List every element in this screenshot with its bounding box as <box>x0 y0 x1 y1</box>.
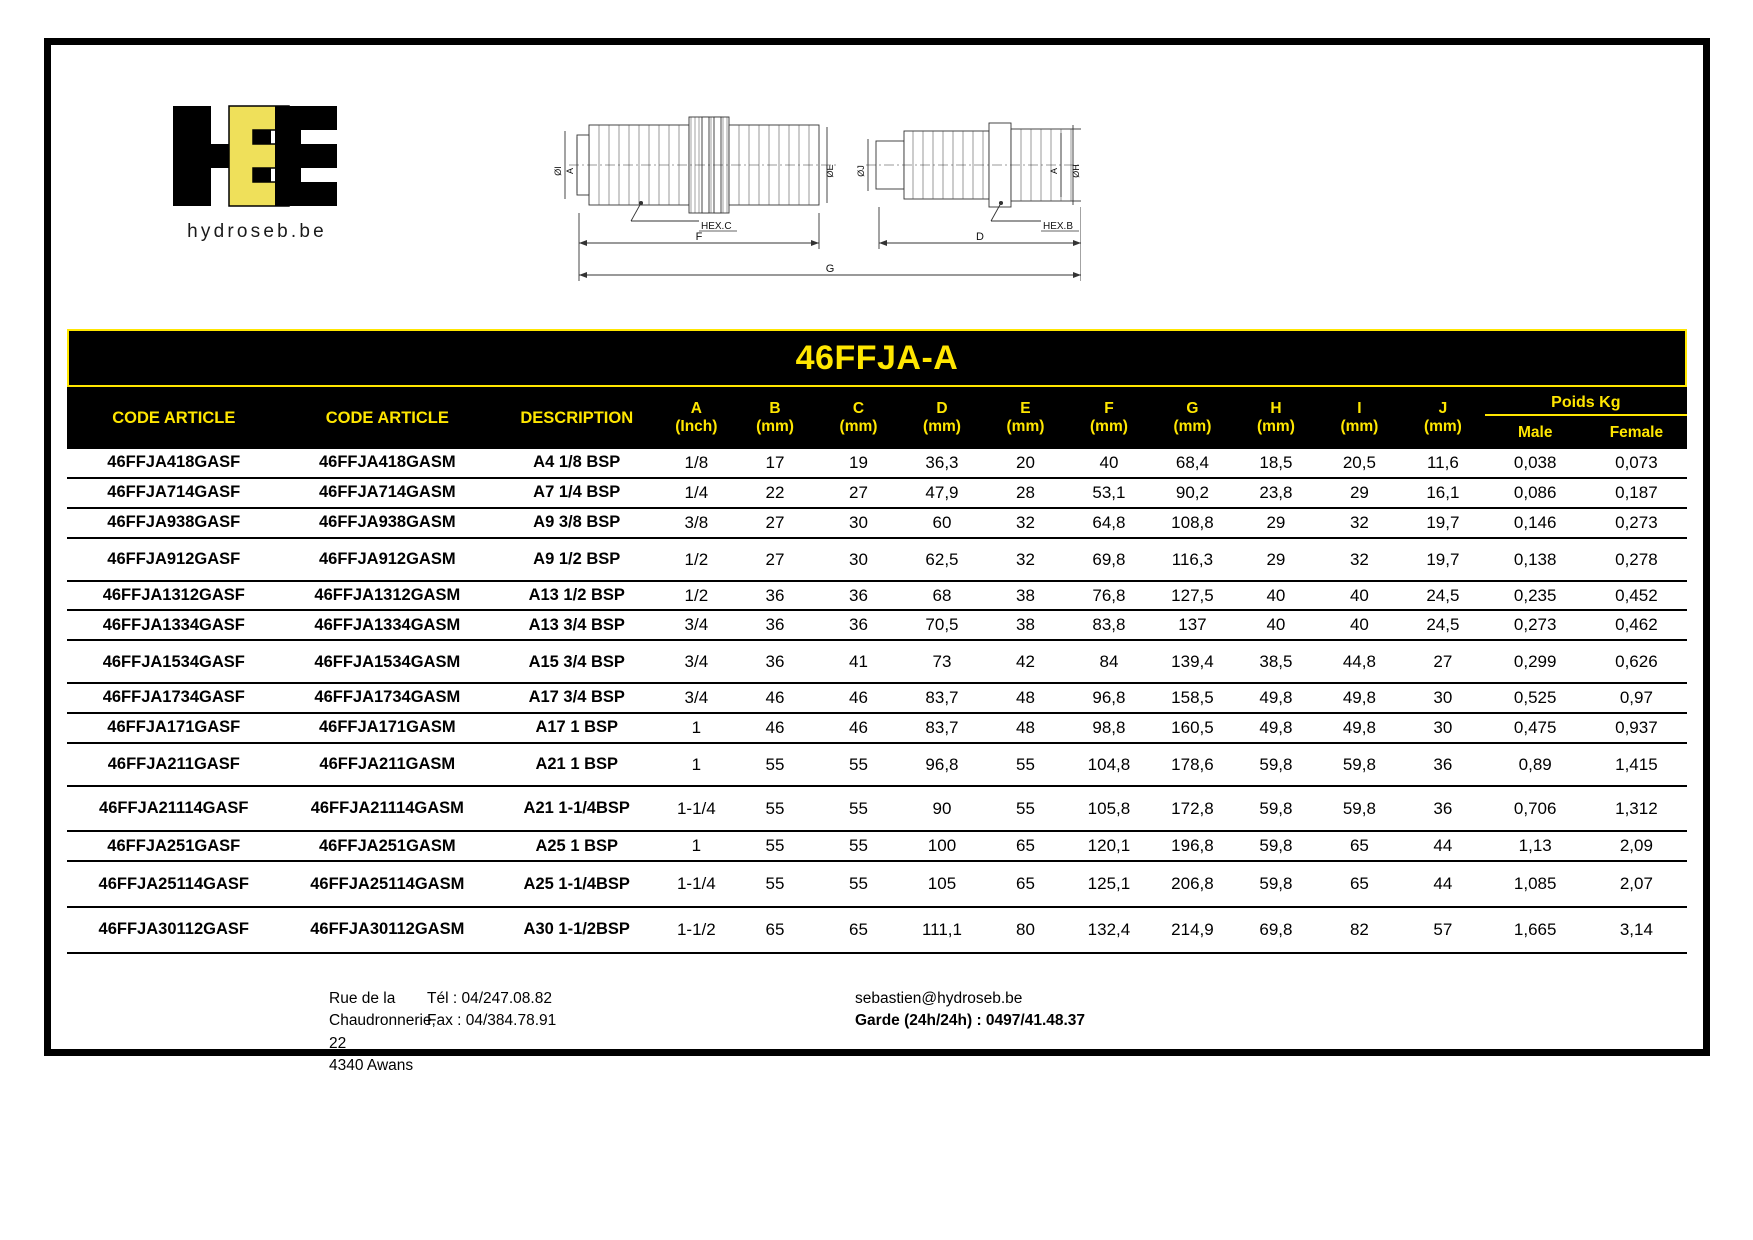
cell-weight-male: 0,89 <box>1485 743 1586 786</box>
cell-i: 40 <box>1318 581 1401 611</box>
cell-description: A13 1/2 BSP <box>494 581 659 611</box>
col-header-b: B (mm) <box>733 387 816 449</box>
cell-d: 100 <box>900 831 983 861</box>
tel-line: Tél : 04/247.08.82 <box>427 990 552 1008</box>
cell-weight-male: 0,235 <box>1485 581 1586 611</box>
cell-weight-female: 1,415 <box>1586 743 1687 786</box>
cell-j: 24,5 <box>1401 581 1484 611</box>
cell-weight-male: 0,706 <box>1485 786 1586 832</box>
cell-c: 30 <box>817 508 900 538</box>
cell-weight-male: 1,13 <box>1485 831 1586 861</box>
cell-f: 40 <box>1067 449 1150 478</box>
cell-code-male: 46FFJA21114GASM <box>281 786 495 832</box>
cell-b: 27 <box>733 508 816 538</box>
cell-weight-female: 0,073 <box>1586 449 1687 478</box>
cell-code-male: 46FFJA1534GASM <box>281 640 495 683</box>
cell-code-female: 46FFJA251GASF <box>67 831 281 861</box>
cell-g: 137 <box>1151 610 1234 640</box>
cell-f: 83,8 <box>1067 610 1150 640</box>
fax-line: Fax : 04/384.78.91 <box>427 1012 557 1030</box>
cell-c: 19 <box>817 449 900 478</box>
label-a-right: A <box>1049 167 1059 175</box>
company-logo <box>171 100 361 243</box>
cell-f: 120,1 <box>1067 831 1150 861</box>
cell-g: 206,8 <box>1151 861 1234 907</box>
table-header-row <box>67 387 1687 449</box>
col-header-i: I (mm) <box>1318 387 1401 449</box>
cell-h: 38,5 <box>1234 640 1317 683</box>
cell-j: 11,6 <box>1401 449 1484 478</box>
cell-code-female: 46FFJA1734GASF <box>67 683 281 713</box>
cell-d: 68 <box>900 581 983 611</box>
footer-phone <box>427 988 757 1078</box>
cell-g: 172,8 <box>1151 786 1234 832</box>
cell-a: 1-1/4 <box>659 786 733 832</box>
cell-d: 90 <box>900 786 983 832</box>
table-row <box>67 907 1687 953</box>
cell-d: 111,1 <box>900 907 983 953</box>
cell-b: 22 <box>733 478 816 508</box>
cell-d: 83,7 <box>900 713 983 743</box>
table-row <box>67 831 1687 861</box>
cell-description: A7 1/4 BSP <box>494 478 659 508</box>
cell-j: 24,5 <box>1401 610 1484 640</box>
cell-code-female: 46FFJA211GASF <box>67 743 281 786</box>
cell-b: 46 <box>733 713 816 743</box>
cell-description: A17 3/4 BSP <box>494 683 659 713</box>
cell-b: 17 <box>733 449 816 478</box>
cell-d: 70,5 <box>900 610 983 640</box>
cell-j: 16,1 <box>1401 478 1484 508</box>
cell-a: 1/2 <box>659 538 733 581</box>
cell-weight-female: 0,273 <box>1586 508 1687 538</box>
footer-address <box>67 988 436 1078</box>
cell-c: 55 <box>817 831 900 861</box>
cell-h: 59,8 <box>1234 861 1317 907</box>
page-title: 46FFJA-A <box>795 338 959 377</box>
table-row <box>67 743 1687 786</box>
table-row <box>67 581 1687 611</box>
cell-g: 127,5 <box>1151 581 1234 611</box>
cell-a: 3/4 <box>659 640 733 683</box>
cell-e: 32 <box>984 508 1067 538</box>
cell-a: 3/4 <box>659 610 733 640</box>
address-line-1: Rue de la Chaudronnerie, 22 <box>329 990 436 1052</box>
cell-f: 104,8 <box>1067 743 1150 786</box>
cell-weight-female: 0,626 <box>1586 640 1687 683</box>
cell-i: 65 <box>1318 861 1401 907</box>
cell-f: 125,1 <box>1067 861 1150 907</box>
cell-e: 20 <box>984 449 1067 478</box>
cell-h: 18,5 <box>1234 449 1317 478</box>
cell-d: 96,8 <box>900 743 983 786</box>
col-header-d: D (mm) <box>900 387 983 449</box>
table-row <box>67 713 1687 743</box>
cell-c: 55 <box>817 861 900 907</box>
cell-weight-female: 0,452 <box>1586 581 1687 611</box>
cell-g: 116,3 <box>1151 538 1234 581</box>
cell-description: A9 3/8 BSP <box>494 508 659 538</box>
cell-code-male: 46FFJA211GASM <box>281 743 495 786</box>
cell-j: 44 <box>1401 831 1484 861</box>
cell-code-female: 46FFJA25114GASF <box>67 861 281 907</box>
cell-j: 30 <box>1401 683 1484 713</box>
cell-e: 48 <box>984 713 1067 743</box>
cell-b: 55 <box>733 861 816 907</box>
cell-e: 38 <box>984 581 1067 611</box>
cell-code-female: 46FFJA1312GASF <box>67 581 281 611</box>
cell-description: A9 1/2 BSP <box>494 538 659 581</box>
poids-title: Poids Kg <box>1485 387 1687 416</box>
cell-weight-female: 1,312 <box>1586 786 1687 832</box>
specification-table <box>67 387 1687 954</box>
cell-c: 46 <box>817 683 900 713</box>
cell-j: 30 <box>1401 713 1484 743</box>
cell-weight-male: 0,038 <box>1485 449 1586 478</box>
cell-code-male: 46FFJA938GASM <box>281 508 495 538</box>
cell-code-female: 46FFJA418GASF <box>67 449 281 478</box>
label-g: G <box>825 263 835 275</box>
cell-f: 132,4 <box>1067 907 1150 953</box>
cell-f: 96,8 <box>1067 683 1150 713</box>
cell-h: 59,8 <box>1234 786 1317 832</box>
cell-c: 55 <box>817 743 900 786</box>
cell-code-male: 46FFJA912GASM <box>281 538 495 581</box>
col-header-f: F (mm) <box>1067 387 1150 449</box>
cell-i: 20,5 <box>1318 449 1401 478</box>
cell-h: 40 <box>1234 610 1317 640</box>
cell-code-male: 46FFJA30112GASM <box>281 907 495 953</box>
col-header-a: A (Inch) <box>659 387 733 449</box>
cell-code-female: 46FFJA714GASF <box>67 478 281 508</box>
cell-g: 178,6 <box>1151 743 1234 786</box>
cell-weight-male: 1,085 <box>1485 861 1586 907</box>
cell-i: 40 <box>1318 610 1401 640</box>
cell-f: 105,8 <box>1067 786 1150 832</box>
table-row <box>67 538 1687 581</box>
col-header-e: E (mm) <box>984 387 1067 449</box>
cell-c: 36 <box>817 610 900 640</box>
cell-description: A25 1-1/4BSP <box>494 861 659 907</box>
cell-weight-female: 0,187 <box>1586 478 1687 508</box>
cell-f: 76,8 <box>1067 581 1150 611</box>
cell-weight-male: 0,299 <box>1485 640 1586 683</box>
col-header-female: Female <box>1609 424 1664 442</box>
cell-a: 1/8 <box>659 449 733 478</box>
cell-weight-female: 0,462 <box>1586 610 1687 640</box>
cell-a: 1-1/4 <box>659 861 733 907</box>
cell-weight-male: 0,146 <box>1485 508 1586 538</box>
cell-h: 49,8 <box>1234 713 1317 743</box>
cell-g: 139,4 <box>1151 640 1234 683</box>
cell-b: 65 <box>733 907 816 953</box>
cell-a: 1 <box>659 713 733 743</box>
label-d: D <box>976 231 984 243</box>
cell-h: 49,8 <box>1234 683 1317 713</box>
label-dia-j: ØJ <box>856 165 866 177</box>
cell-description: A30 1-1/2BSP <box>494 907 659 953</box>
cell-d: 73 <box>900 640 983 683</box>
cell-code-male: 46FFJA714GASM <box>281 478 495 508</box>
cell-code-male: 46FFJA1312GASM <box>281 581 495 611</box>
cell-c: 41 <box>817 640 900 683</box>
cell-e: 38 <box>984 610 1067 640</box>
col-header-j: J (mm) <box>1401 387 1484 449</box>
cell-e: 28 <box>984 478 1067 508</box>
cell-weight-male: 1,665 <box>1485 907 1586 953</box>
label-dia-e: ØE <box>825 164 835 178</box>
cell-code-male: 46FFJA1734GASM <box>281 683 495 713</box>
cell-weight-male: 0,138 <box>1485 538 1586 581</box>
cell-i: 44,8 <box>1318 640 1401 683</box>
cell-h: 59,8 <box>1234 831 1317 861</box>
cell-b: 46 <box>733 683 816 713</box>
cell-f: 53,1 <box>1067 478 1150 508</box>
table-row <box>67 861 1687 907</box>
cell-weight-male: 0,525 <box>1485 683 1586 713</box>
footer-email <box>757 988 1687 1078</box>
label-f: F <box>695 231 703 243</box>
cell-b: 55 <box>733 786 816 832</box>
cell-h: 29 <box>1234 508 1317 538</box>
footer-contact <box>67 988 1687 1078</box>
cell-e: 65 <box>984 831 1067 861</box>
cell-code-male: 46FFJA251GASM <box>281 831 495 861</box>
cell-description: A13 3/4 BSP <box>494 610 659 640</box>
cell-description: A17 1 BSP <box>494 713 659 743</box>
cell-a: 1/4 <box>659 478 733 508</box>
cell-a: 1/2 <box>659 581 733 611</box>
cell-c: 36 <box>817 581 900 611</box>
cell-e: 48 <box>984 683 1067 713</box>
cell-b: 36 <box>733 581 816 611</box>
cell-g: 196,8 <box>1151 831 1234 861</box>
col-header-g: G (mm) <box>1151 387 1234 449</box>
table-row <box>67 610 1687 640</box>
cell-i: 82 <box>1318 907 1401 953</box>
cell-f: 64,8 <box>1067 508 1150 538</box>
header-area <box>51 45 1703 315</box>
col-header-poids <box>1485 387 1687 449</box>
cell-i: 49,8 <box>1318 713 1401 743</box>
cell-code-female: 46FFJA912GASF <box>67 538 281 581</box>
cell-j: 36 <box>1401 743 1484 786</box>
logo-wordmark: hydroseb.be <box>187 221 327 242</box>
cell-i: 29 <box>1318 478 1401 508</box>
cell-c: 46 <box>817 713 900 743</box>
cell-c: 30 <box>817 538 900 581</box>
cell-e: 55 <box>984 743 1067 786</box>
col-header-description: DESCRIPTION <box>494 387 659 449</box>
col-header-code-male: CODE ARTICLE <box>281 387 495 449</box>
cell-e: 65 <box>984 861 1067 907</box>
cell-weight-female: 0,278 <box>1586 538 1687 581</box>
cell-e: 42 <box>984 640 1067 683</box>
cell-h: 69,8 <box>1234 907 1317 953</box>
cell-b: 36 <box>733 640 816 683</box>
cell-d: 60 <box>900 508 983 538</box>
cell-i: 65 <box>1318 831 1401 861</box>
cell-a: 1 <box>659 831 733 861</box>
table-body <box>67 449 1687 953</box>
table-row <box>67 786 1687 832</box>
label-hex-b: HEX.B <box>1043 221 1074 232</box>
cell-description: A21 1-1/4BSP <box>494 786 659 832</box>
cell-c: 55 <box>817 786 900 832</box>
cell-weight-male: 0,475 <box>1485 713 1586 743</box>
cell-g: 214,9 <box>1151 907 1234 953</box>
cell-weight-male: 0,086 <box>1485 478 1586 508</box>
email-line[interactable]: sebastien@hydroseb.be <box>855 990 1023 1008</box>
cell-f: 98,8 <box>1067 713 1150 743</box>
cell-description: A21 1 BSP <box>494 743 659 786</box>
cell-i: 32 <box>1318 508 1401 538</box>
cell-description: A25 1 BSP <box>494 831 659 861</box>
label-dia-h: ØH <box>1071 164 1081 178</box>
table-row <box>67 508 1687 538</box>
col-header-male: Male <box>1517 424 1553 442</box>
cell-i: 59,8 <box>1318 743 1401 786</box>
technical-drawing <box>521 103 1081 298</box>
address-line-2: 4340 Awans <box>329 1057 414 1075</box>
cell-description: A4 1/8 BSP <box>494 449 659 478</box>
cell-d: 36,3 <box>900 449 983 478</box>
cell-weight-female: 0,97 <box>1586 683 1687 713</box>
col-header-c: C (mm) <box>817 387 900 449</box>
cell-b: 36 <box>733 610 816 640</box>
cell-b: 55 <box>733 831 816 861</box>
cell-code-female: 46FFJA21114GASF <box>67 786 281 832</box>
col-header-h: H (mm) <box>1234 387 1317 449</box>
page-content <box>51 45 1703 1075</box>
cell-j: 36 <box>1401 786 1484 832</box>
cell-j: 19,7 <box>1401 508 1484 538</box>
cell-code-female: 46FFJA30112GASF <box>67 907 281 953</box>
cell-h: 40 <box>1234 581 1317 611</box>
cell-c: 27 <box>817 478 900 508</box>
table-row <box>67 449 1687 478</box>
cell-i: 49,8 <box>1318 683 1401 713</box>
cell-code-male: 46FFJA418GASM <box>281 449 495 478</box>
cell-d: 62,5 <box>900 538 983 581</box>
cell-e: 55 <box>984 786 1067 832</box>
cell-weight-male: 0,273 <box>1485 610 1586 640</box>
cell-code-female: 46FFJA938GASF <box>67 508 281 538</box>
garde-line: Garde (24h/24h) : 0497/41.48.37 <box>855 1012 1086 1030</box>
cell-code-male: 46FFJA25114GASM <box>281 861 495 907</box>
cell-f: 84 <box>1067 640 1150 683</box>
cell-f: 69,8 <box>1067 538 1150 581</box>
cell-g: 90,2 <box>1151 478 1234 508</box>
cell-weight-female: 0,937 <box>1586 713 1687 743</box>
cell-j: 27 <box>1401 640 1484 683</box>
label-hex-c: HEX.C <box>701 221 732 232</box>
cell-g: 160,5 <box>1151 713 1234 743</box>
cell-i: 32 <box>1318 538 1401 581</box>
product-title-bar <box>67 329 1687 387</box>
cell-i: 59,8 <box>1318 786 1401 832</box>
cell-code-female: 46FFJA171GASF <box>67 713 281 743</box>
cell-description: A15 3/4 BSP <box>494 640 659 683</box>
cell-j: 57 <box>1401 907 1484 953</box>
cell-g: 158,5 <box>1151 683 1234 713</box>
cell-e: 32 <box>984 538 1067 581</box>
cell-code-female: 46FFJA1334GASF <box>67 610 281 640</box>
cell-a: 3/8 <box>659 508 733 538</box>
label-dia-i-left: ØI <box>553 166 563 176</box>
label-a-left: A <box>565 167 575 175</box>
cell-weight-female: 2,09 <box>1586 831 1687 861</box>
col-header-code-female: CODE ARTICLE <box>67 387 281 449</box>
cell-h: 59,8 <box>1234 743 1317 786</box>
cell-c: 65 <box>817 907 900 953</box>
cell-h: 23,8 <box>1234 478 1317 508</box>
cell-b: 55 <box>733 743 816 786</box>
table-row <box>67 478 1687 508</box>
table-row <box>67 683 1687 713</box>
cell-e: 80 <box>984 907 1067 953</box>
cell-d: 47,9 <box>900 478 983 508</box>
cell-a: 1 <box>659 743 733 786</box>
cell-d: 83,7 <box>900 683 983 713</box>
cell-b: 27 <box>733 538 816 581</box>
cell-weight-female: 2,07 <box>1586 861 1687 907</box>
cell-h: 29 <box>1234 538 1317 581</box>
cell-d: 105 <box>900 861 983 907</box>
cell-a: 1-1/2 <box>659 907 733 953</box>
cell-a: 3/4 <box>659 683 733 713</box>
cell-code-male: 46FFJA1334GASM <box>281 610 495 640</box>
hs-logo-icon <box>171 100 339 212</box>
cell-j: 19,7 <box>1401 538 1484 581</box>
cell-weight-female: 3,14 <box>1586 907 1687 953</box>
cell-code-male: 46FFJA171GASM <box>281 713 495 743</box>
cell-g: 108,8 <box>1151 508 1234 538</box>
cell-code-female: 46FFJA1534GASF <box>67 640 281 683</box>
cell-g: 68,4 <box>1151 449 1234 478</box>
table-row <box>67 640 1687 683</box>
cell-j: 44 <box>1401 861 1484 907</box>
